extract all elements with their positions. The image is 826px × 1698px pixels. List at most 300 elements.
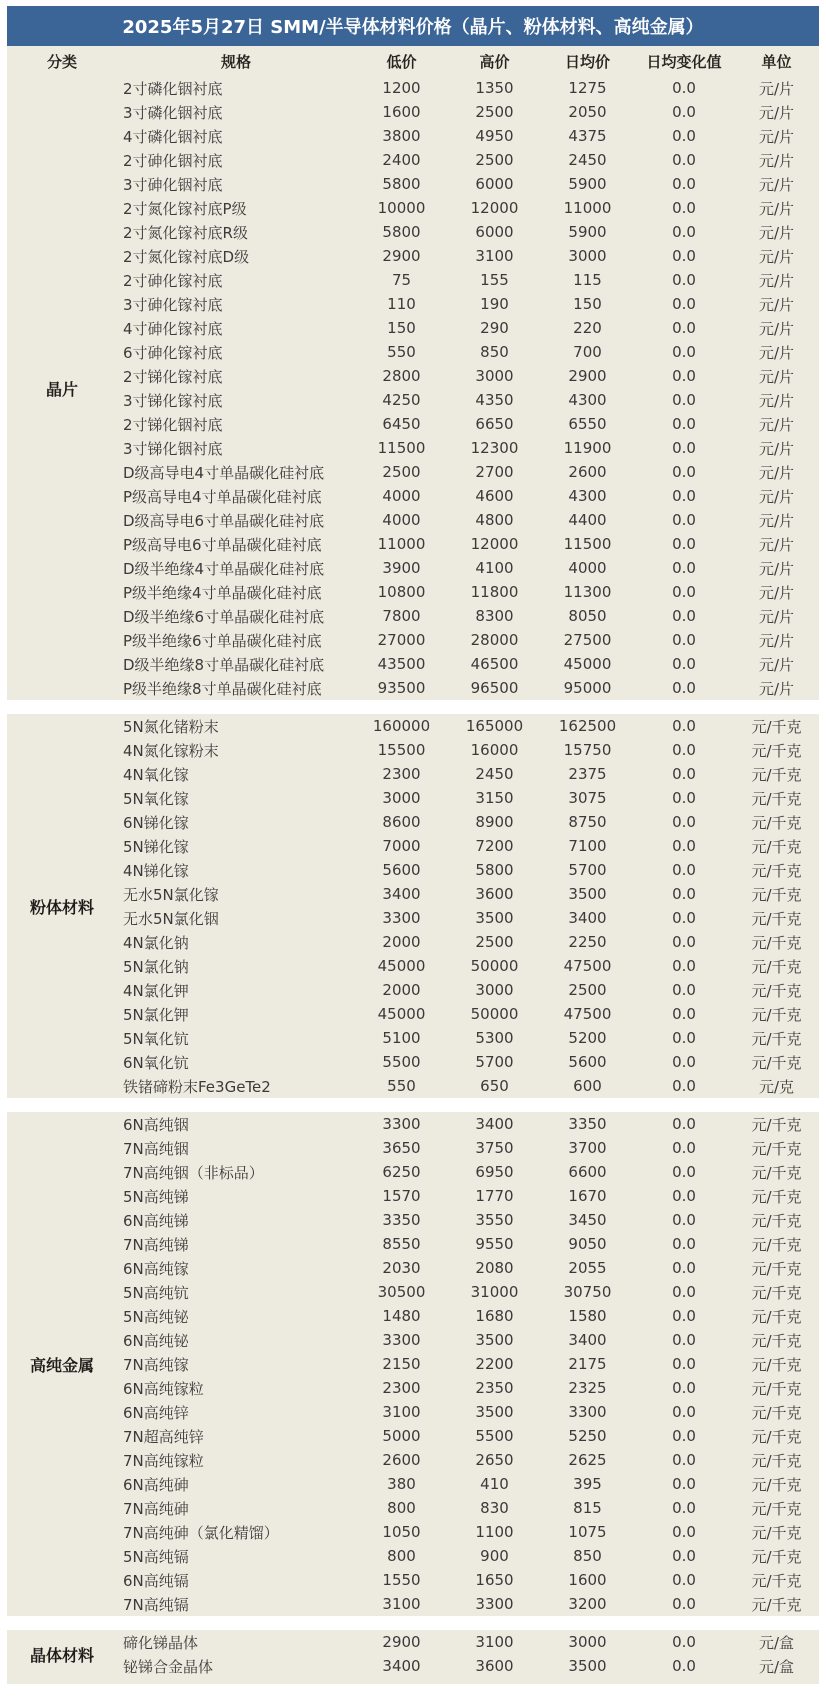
table-row xyxy=(117,340,819,364)
low-price-cell: 93500 xyxy=(377,679,426,697)
unit-cell: 元/千克 xyxy=(751,861,802,880)
unit-cell: 元/克 xyxy=(758,1077,795,1096)
high-price-cell: 6000 xyxy=(475,175,514,193)
daily-change-cell: 0.0 xyxy=(672,199,696,217)
table-row xyxy=(117,834,819,858)
spec-cell: 2寸砷化铟衬底 xyxy=(123,151,223,170)
spec-cell: 无水5N氯化镓 xyxy=(123,885,219,904)
unit-cell: 元/片 xyxy=(758,175,795,194)
high-price-cell: 3000 xyxy=(475,367,514,385)
high-price-cell: 3150 xyxy=(475,789,514,807)
daily-change-cell: 0.0 xyxy=(672,487,696,505)
spec-cell: 6N高纯砷 xyxy=(123,1475,189,1494)
low-price-cell: 800 xyxy=(387,1499,416,1517)
daily-change-cell: 0.0 xyxy=(672,1235,696,1253)
daily-change-cell: 0.0 xyxy=(672,607,696,625)
daily-change-cell: 0.0 xyxy=(672,1475,696,1493)
high-price-cell: 3550 xyxy=(475,1211,514,1229)
high-price-cell: 46500 xyxy=(470,655,519,673)
category-label: 晶片 xyxy=(45,379,78,399)
low-price-cell: 1200 xyxy=(382,79,421,97)
table-row xyxy=(117,532,819,556)
spec-cell: D级半绝缘4寸单晶碳化硅衬底 xyxy=(123,559,325,578)
spec-cell: 3寸锑化铟衬底 xyxy=(123,439,223,458)
spec-cell: 5N高纯钪 xyxy=(123,1283,189,1302)
high-price-cell: 830 xyxy=(480,1499,509,1517)
high-price-cell: 5500 xyxy=(475,1427,514,1445)
table-row xyxy=(117,1520,819,1544)
column-header-unit: 单位 xyxy=(761,52,792,71)
daily-change-cell: 0.0 xyxy=(672,535,696,553)
avg-price-cell: 3500 xyxy=(568,1657,607,1675)
unit-cell: 元/千克 xyxy=(751,741,802,760)
high-price-cell: 31000 xyxy=(470,1283,519,1301)
low-price-cell: 5500 xyxy=(382,1053,421,1071)
spec-cell: 5N氮化锗粉末 xyxy=(123,717,219,736)
low-price-cell: 4000 xyxy=(382,511,421,529)
low-price-cell: 7800 xyxy=(382,607,421,625)
high-price-cell: 3600 xyxy=(475,1657,514,1675)
low-price-cell: 3650 xyxy=(382,1139,421,1157)
daily-change-cell: 0.0 xyxy=(672,463,696,481)
unit-cell: 元/千克 xyxy=(751,909,802,928)
table-row xyxy=(117,1352,819,1376)
table-section xyxy=(7,714,819,1098)
avg-price-cell: 2625 xyxy=(568,1451,607,1469)
avg-price-cell: 11500 xyxy=(563,535,612,553)
spec-cell: 5N氯化钾 xyxy=(123,1005,189,1024)
low-price-cell: 4250 xyxy=(382,391,421,409)
daily-change-cell: 0.0 xyxy=(672,247,696,265)
table-row xyxy=(117,268,819,292)
section-rows xyxy=(117,1112,819,1616)
table-row xyxy=(117,882,819,906)
spec-cell: 2寸砷化镓衬底 xyxy=(123,271,223,290)
spec-cell: 4N氯化钠 xyxy=(123,933,189,952)
daily-change-cell: 0.0 xyxy=(672,631,696,649)
avg-price-cell: 2055 xyxy=(568,1259,607,1277)
high-price-cell: 290 xyxy=(480,319,509,337)
unit-cell: 元/千克 xyxy=(751,1595,802,1614)
avg-price-cell: 2600 xyxy=(568,463,607,481)
unit-cell: 元/片 xyxy=(758,319,795,338)
spec-cell: 6N高纯锑 xyxy=(123,1211,189,1230)
avg-price-cell: 2375 xyxy=(568,765,607,783)
daily-change-cell: 0.0 xyxy=(672,439,696,457)
unit-cell: 元/千克 xyxy=(751,1235,802,1254)
daily-change-cell: 0.0 xyxy=(672,1163,696,1181)
unit-cell: 元/片 xyxy=(758,295,795,314)
low-price-cell: 2000 xyxy=(382,981,421,999)
avg-price-cell: 2250 xyxy=(568,933,607,951)
high-price-cell: 28000 xyxy=(470,631,519,649)
unit-cell: 元/片 xyxy=(758,463,795,482)
daily-change-cell: 0.0 xyxy=(672,957,696,975)
table-row xyxy=(117,906,819,930)
high-price-cell: 3300 xyxy=(475,1595,514,1613)
high-price-cell: 50000 xyxy=(470,1005,519,1023)
unit-cell: 元/片 xyxy=(758,199,795,218)
spec-cell: 7N高纯镉 xyxy=(123,1595,189,1614)
high-price-cell: 9550 xyxy=(475,1235,514,1253)
low-price-cell: 3350 xyxy=(382,1211,421,1229)
spec-cell: 2寸氮化镓衬底R级 xyxy=(123,223,248,242)
avg-price-cell: 3200 xyxy=(568,1595,607,1613)
spec-cell: 6N高纯锌 xyxy=(123,1403,189,1422)
table-body xyxy=(7,76,819,1684)
spec-cell: 5N高纯铋 xyxy=(123,1307,189,1326)
low-price-cell: 2600 xyxy=(382,1451,421,1469)
high-price-cell: 2200 xyxy=(475,1355,514,1373)
column-header-low-price: 低价 xyxy=(386,52,417,71)
unit-cell: 元/千克 xyxy=(751,837,802,856)
high-price-cell: 8900 xyxy=(475,813,514,831)
unit-cell: 元/片 xyxy=(758,127,795,146)
low-price-cell: 2800 xyxy=(382,367,421,385)
daily-change-cell: 0.0 xyxy=(672,933,696,951)
low-price-cell: 43500 xyxy=(377,655,426,673)
table-row xyxy=(117,1160,819,1184)
spec-cell: 2寸锑化铟衬底 xyxy=(123,415,223,434)
unit-cell: 元/片 xyxy=(758,343,795,362)
unit-cell: 元/千克 xyxy=(751,1187,802,1206)
unit-cell: 元/千克 xyxy=(751,717,802,736)
table-row xyxy=(117,1002,819,1026)
low-price-cell: 5600 xyxy=(382,861,421,879)
section-rows xyxy=(117,76,819,700)
avg-price-cell: 11300 xyxy=(563,583,612,601)
daily-change-cell: 0.0 xyxy=(672,1053,696,1071)
high-price-cell: 5300 xyxy=(475,1029,514,1047)
unit-cell: 元/千克 xyxy=(751,1331,802,1350)
unit-cell: 元/千克 xyxy=(751,765,802,784)
low-price-cell: 1480 xyxy=(382,1307,421,1325)
daily-change-cell: 0.0 xyxy=(672,175,696,193)
avg-price-cell: 3000 xyxy=(568,1633,607,1651)
avg-price-cell: 3400 xyxy=(568,1331,607,1349)
high-price-cell: 3100 xyxy=(475,1633,514,1651)
avg-price-cell: 3300 xyxy=(568,1403,607,1421)
table-row xyxy=(117,714,819,738)
spec-cell: 7N超高纯锌 xyxy=(123,1427,204,1446)
avg-price-cell: 3700 xyxy=(568,1139,607,1157)
daily-change-cell: 0.0 xyxy=(672,1005,696,1023)
daily-change-cell: 0.0 xyxy=(672,295,696,313)
high-price-cell: 3500 xyxy=(475,1331,514,1349)
avg-price-cell: 11900 xyxy=(563,439,612,457)
table-row xyxy=(117,196,819,220)
avg-price-cell: 3500 xyxy=(568,885,607,903)
spec-cell: D级半绝缘6寸单晶碳化硅衬底 xyxy=(123,607,325,626)
category-label: 晶体材料 xyxy=(29,1645,94,1665)
unit-cell: 元/片 xyxy=(758,607,795,626)
high-price-cell: 900 xyxy=(480,1547,509,1565)
table-row xyxy=(117,1050,819,1074)
avg-price-cell: 1670 xyxy=(568,1187,607,1205)
unit-cell: 元/千克 xyxy=(751,1053,802,1072)
spec-cell: 7N高纯镓粒 xyxy=(123,1451,204,1470)
daily-change-cell: 0.0 xyxy=(672,103,696,121)
daily-change-cell: 0.0 xyxy=(672,741,696,759)
unit-cell: 元/千克 xyxy=(751,1283,802,1302)
daily-change-cell: 0.0 xyxy=(672,367,696,385)
spec-cell: 7N高纯铟（非标品） xyxy=(123,1163,264,1182)
low-price-cell: 10000 xyxy=(377,199,426,217)
low-price-cell: 8600 xyxy=(382,813,421,831)
table-row xyxy=(117,1376,819,1400)
low-price-cell: 5100 xyxy=(382,1029,421,1047)
spec-cell: 5N高纯锑 xyxy=(123,1187,189,1206)
low-price-cell: 3100 xyxy=(382,1403,421,1421)
low-price-cell: 45000 xyxy=(377,1005,426,1023)
spec-cell: 7N高纯砷（氯化精馏） xyxy=(123,1523,279,1542)
avg-price-cell: 95000 xyxy=(563,679,612,697)
table-row xyxy=(117,460,819,484)
high-price-cell: 12000 xyxy=(470,199,519,217)
avg-price-cell: 850 xyxy=(573,1547,602,1565)
table-row xyxy=(117,124,819,148)
unit-cell: 元/千克 xyxy=(751,1403,802,1422)
table-row xyxy=(117,1256,819,1280)
high-price-cell: 5800 xyxy=(475,861,514,879)
daily-change-cell: 0.0 xyxy=(672,271,696,289)
daily-change-cell: 0.0 xyxy=(672,127,696,145)
low-price-cell: 2150 xyxy=(382,1355,421,1373)
high-price-cell: 1680 xyxy=(475,1307,514,1325)
high-price-cell: 7200 xyxy=(475,837,514,855)
spec-cell: 6N高纯镓粒 xyxy=(123,1379,204,1398)
spec-cell: 7N高纯铟 xyxy=(123,1139,189,1158)
low-price-cell: 11500 xyxy=(377,439,426,457)
table-row xyxy=(117,1074,819,1098)
daily-change-cell: 0.0 xyxy=(672,583,696,601)
spec-cell: 4N锑化镓 xyxy=(123,861,189,880)
unit-cell: 元/千克 xyxy=(751,1427,802,1446)
daily-change-cell: 0.0 xyxy=(672,861,696,879)
low-price-cell: 2900 xyxy=(382,247,421,265)
daily-change-cell: 0.0 xyxy=(672,1187,696,1205)
low-price-cell: 3800 xyxy=(382,127,421,145)
avg-price-cell: 3450 xyxy=(568,1211,607,1229)
high-price-cell: 4600 xyxy=(475,487,514,505)
table-row xyxy=(117,604,819,628)
table-row xyxy=(117,858,819,882)
high-price-cell: 6950 xyxy=(475,1163,514,1181)
spec-cell: P级高导电6寸单晶碳化硅衬底 xyxy=(123,535,322,554)
table-row xyxy=(117,484,819,508)
avg-price-cell: 220 xyxy=(573,319,602,337)
low-price-cell: 6450 xyxy=(382,415,421,433)
unit-cell: 元/千克 xyxy=(751,1139,802,1158)
spec-cell: 5N高纯镉 xyxy=(123,1547,189,1566)
table-row xyxy=(117,1400,819,1424)
unit-cell: 元/千克 xyxy=(751,1355,802,1374)
high-price-cell: 2700 xyxy=(475,463,514,481)
daily-change-cell: 0.0 xyxy=(672,1029,696,1047)
high-price-cell: 8300 xyxy=(475,607,514,625)
daily-change-cell: 0.0 xyxy=(672,655,696,673)
unit-cell: 元/千克 xyxy=(751,1523,802,1542)
unit-cell: 元/千克 xyxy=(751,1379,802,1398)
spec-cell: 6N高纯镓 xyxy=(123,1259,189,1278)
unit-cell: 元/千克 xyxy=(751,885,802,904)
daily-change-cell: 0.0 xyxy=(672,223,696,241)
high-price-cell: 3500 xyxy=(475,1403,514,1421)
daily-change-cell: 0.0 xyxy=(672,343,696,361)
daily-change-cell: 0.0 xyxy=(672,1657,696,1675)
spec-cell: 6N锑化镓 xyxy=(123,813,189,832)
category-label: 粉体材料 xyxy=(29,897,94,917)
high-price-cell: 4350 xyxy=(475,391,514,409)
daily-change-cell: 0.0 xyxy=(672,511,696,529)
unit-cell: 元/片 xyxy=(758,559,795,578)
low-price-cell: 4000 xyxy=(382,487,421,505)
low-price-cell: 2500 xyxy=(382,463,421,481)
avg-price-cell: 45000 xyxy=(563,655,612,673)
low-price-cell: 150 xyxy=(387,319,416,337)
table-row xyxy=(117,1328,819,1352)
spec-cell: 5N氧化钪 xyxy=(123,1029,189,1048)
daily-change-cell: 0.0 xyxy=(672,1283,696,1301)
price-table-page xyxy=(7,6,819,1684)
low-price-cell: 3300 xyxy=(382,909,421,927)
unit-cell: 元/片 xyxy=(758,679,795,698)
low-price-cell: 45000 xyxy=(377,957,426,975)
unit-cell: 元/片 xyxy=(758,247,795,266)
daily-change-cell: 0.0 xyxy=(672,1139,696,1157)
table-row xyxy=(117,930,819,954)
daily-change-cell: 0.0 xyxy=(672,1379,696,1397)
unit-cell: 元/千克 xyxy=(751,1115,802,1134)
low-price-cell: 2300 xyxy=(382,1379,421,1397)
column-header-spec: 规格 xyxy=(220,52,251,71)
table-row xyxy=(117,580,819,604)
avg-price-cell: 1600 xyxy=(568,1571,607,1589)
unit-cell: 元/千克 xyxy=(751,1451,802,1470)
avg-price-cell: 47500 xyxy=(563,1005,612,1023)
table-row xyxy=(117,1424,819,1448)
table-row xyxy=(117,738,819,762)
table-row xyxy=(117,954,819,978)
table-row xyxy=(117,316,819,340)
table-row xyxy=(117,1630,819,1654)
table-row xyxy=(117,652,819,676)
spec-cell: 6N高纯铟 xyxy=(123,1115,189,1134)
table-row xyxy=(117,1136,819,1160)
unit-cell: 元/片 xyxy=(758,391,795,410)
high-price-cell: 3400 xyxy=(475,1115,514,1133)
daily-change-cell: 0.0 xyxy=(672,981,696,999)
table-row xyxy=(117,1472,819,1496)
table-row xyxy=(117,412,819,436)
avg-price-cell: 395 xyxy=(573,1475,602,1493)
daily-change-cell: 0.0 xyxy=(672,1331,696,1349)
unit-cell: 元/片 xyxy=(758,367,795,386)
spec-cell: 7N高纯锑 xyxy=(123,1235,189,1254)
spec-cell: 2寸氮化镓衬底D级 xyxy=(123,247,250,266)
table-row xyxy=(117,1232,819,1256)
daily-change-cell: 0.0 xyxy=(672,151,696,169)
table-row xyxy=(117,244,819,268)
avg-price-cell: 150 xyxy=(573,295,602,313)
table-row xyxy=(117,676,819,700)
low-price-cell: 2030 xyxy=(382,1259,421,1277)
table-row xyxy=(117,1208,819,1232)
unit-cell: 元/盒 xyxy=(758,1657,795,1676)
daily-change-cell: 0.0 xyxy=(672,1259,696,1277)
unit-cell: 元/千克 xyxy=(751,1005,802,1024)
low-price-cell: 15500 xyxy=(377,741,426,759)
unit-cell: 元/千克 xyxy=(751,957,802,976)
avg-price-cell: 3350 xyxy=(568,1115,607,1133)
column-header-high-price: 高价 xyxy=(479,52,510,71)
daily-change-cell: 0.0 xyxy=(672,717,696,735)
avg-price-cell: 6550 xyxy=(568,415,607,433)
high-price-cell: 3100 xyxy=(475,247,514,265)
high-price-cell: 1350 xyxy=(475,79,514,97)
price-table xyxy=(7,46,819,1684)
table-row xyxy=(117,1592,819,1616)
daily-change-cell: 0.0 xyxy=(672,415,696,433)
avg-price-cell: 5900 xyxy=(568,223,607,241)
table-row xyxy=(117,1654,819,1678)
avg-price-cell: 4400 xyxy=(568,511,607,529)
avg-price-cell: 8050 xyxy=(568,607,607,625)
unit-cell: 元/片 xyxy=(758,79,795,98)
unit-cell: 元/千克 xyxy=(751,1163,802,1182)
table-row xyxy=(117,1026,819,1050)
table-row xyxy=(117,1544,819,1568)
spec-cell: 3寸磷化铟衬底 xyxy=(123,103,223,122)
low-price-cell: 5800 xyxy=(382,175,421,193)
high-price-cell: 50000 xyxy=(470,957,519,975)
low-price-cell: 3900 xyxy=(382,559,421,577)
table-row xyxy=(117,436,819,460)
unit-cell: 元/千克 xyxy=(751,1029,802,1048)
spec-cell: 4寸砷化镓衬底 xyxy=(123,319,223,338)
unit-cell: 元/盒 xyxy=(758,1633,795,1652)
spec-cell: 2寸氮化镓衬底P级 xyxy=(123,199,247,218)
table-row xyxy=(117,76,819,100)
daily-change-cell: 0.0 xyxy=(672,1403,696,1421)
low-price-cell: 1570 xyxy=(382,1187,421,1205)
section-rows xyxy=(117,1630,819,1678)
daily-change-cell: 0.0 xyxy=(672,79,696,97)
table-row xyxy=(117,292,819,316)
avg-price-cell: 5250 xyxy=(568,1427,607,1445)
high-price-cell: 3600 xyxy=(475,885,514,903)
low-price-cell: 550 xyxy=(387,1077,416,1095)
daily-change-cell: 0.0 xyxy=(672,885,696,903)
spec-cell: 铁锗碲粉末Fe3GeTe2 xyxy=(123,1077,271,1096)
spec-cell: P级高导电4寸单晶碳化硅衬底 xyxy=(123,487,322,506)
unit-cell: 元/片 xyxy=(758,487,795,506)
daily-change-cell: 0.0 xyxy=(672,1427,696,1445)
daily-change-cell: 0.0 xyxy=(672,1355,696,1373)
high-price-cell: 4100 xyxy=(475,559,514,577)
spec-cell: 4N氧化镓 xyxy=(123,765,189,784)
unit-cell: 元/千克 xyxy=(751,813,802,832)
table-section xyxy=(7,1112,819,1616)
high-price-cell: 3000 xyxy=(475,981,514,999)
unit-cell: 元/片 xyxy=(758,439,795,458)
high-price-cell: 1650 xyxy=(475,1571,514,1589)
high-price-cell: 16000 xyxy=(470,741,519,759)
spec-cell: 6寸砷化镓衬底 xyxy=(123,343,223,362)
high-price-cell: 2500 xyxy=(475,151,514,169)
spec-cell: 6N氧化钪 xyxy=(123,1053,189,1072)
avg-price-cell: 162500 xyxy=(558,717,617,735)
